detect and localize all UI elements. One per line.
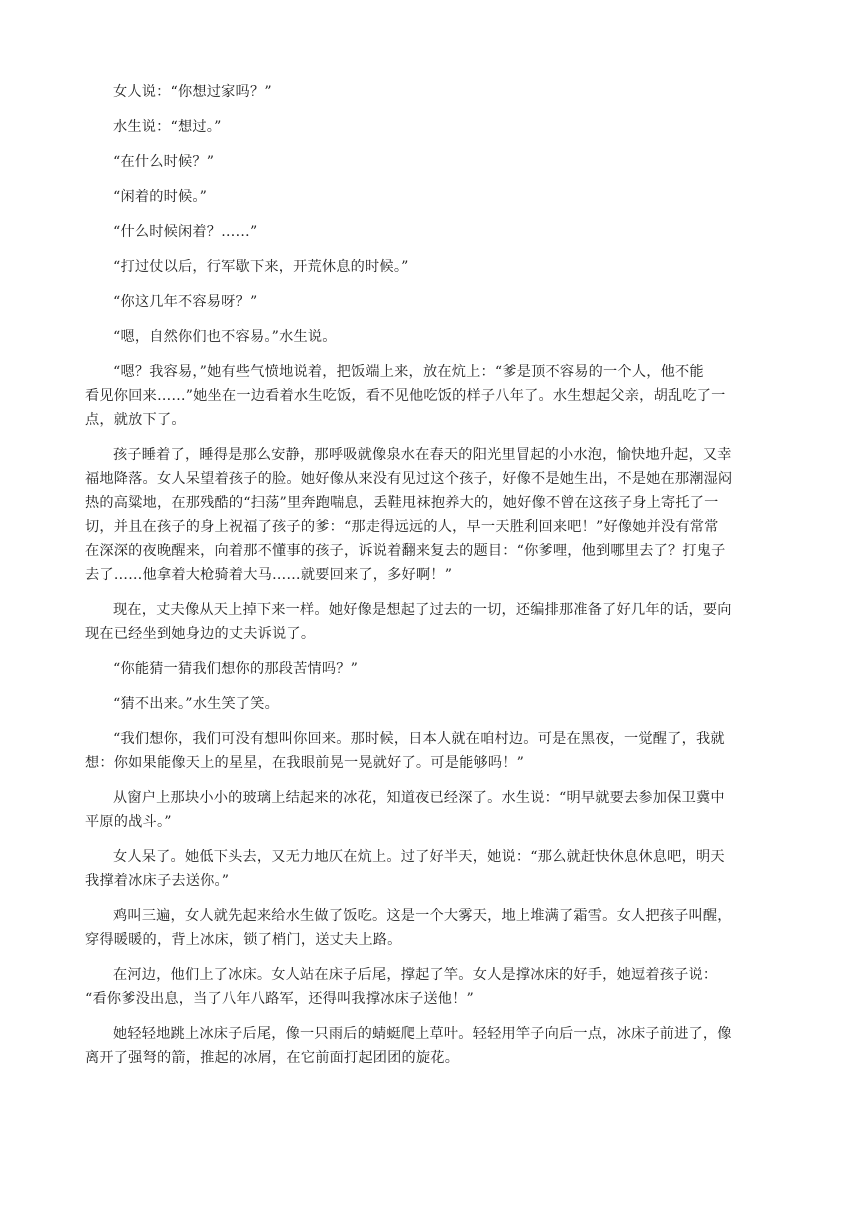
text-line: 点，就放下了。 (85, 412, 186, 428)
text-line: 鸡叫三遍，女人就先起来给水生做了饭吃。这是一个大雾天，地上堆满了霜雪。女人把孩子叫醒， (113, 908, 732, 924)
text-line: 想：你如果能像天上的星星，在我眼前晃一晃就好了。可是能够吗！” (85, 755, 525, 771)
paragraph (85, 963, 768, 1011)
text-line: 孩子睡着了，睡得是那么安静，那呼吸就像泉水在春天的阳光里冒起的小水泡，愉快地升起，又幸 (113, 447, 732, 463)
paragraph (113, 657, 768, 681)
text-line: “打过仗以后，行军歇下来，开荒休息的时候。” (113, 259, 409, 275)
text-line: 在深深的夜晚醒来，向着那不懂事的孩子，诉说着翻来复去的题目：“你爹哩，他到哪里去了？打鬼子 (85, 543, 726, 559)
text-line: “你这几年不容易呀？” (113, 294, 258, 310)
text-line: “嗯，自然你们也不容易。”水生说。 (113, 329, 337, 345)
text-line: “在什么时候？” (113, 154, 215, 170)
text-line: 现在，丈夫像从天上掉下来一样。她好像是想起了过去的一切，还编排那准备了好几年的话，要向 (113, 602, 732, 618)
text-line: 她轻轻地跳上冰床子后尾，像一只雨后的蜻蜓爬上草叶。轻轻用竿子向后一点，冰床子前进了，像 (113, 1026, 732, 1042)
paragraph (85, 1022, 768, 1070)
paragraph (113, 290, 768, 314)
paragraph (85, 360, 768, 432)
text-line: “闲着的时候。” (113, 189, 208, 205)
paragraph (113, 150, 768, 174)
text-line: “你能猜一猜我们想你的那段苦情吗？” (113, 661, 359, 677)
paragraph (113, 220, 768, 244)
text-line: 看见你回来……”她坐在一边看着水生吃饭，看不见他吃饭的样子八年了。水生想起父亲，胡乱吃了一 (85, 388, 726, 404)
paragraph (113, 80, 768, 104)
text-line: 现在已经坐到她身边的丈夫诉说了。 (85, 626, 316, 642)
text-line: “猜不出来。”水生笑了笑。 (113, 696, 280, 712)
text-line: “嗯？我容易，”她有些气愤地说着，把饭端上来，放在炕上：“爹是顶不容易的一个人，他不能 (113, 364, 704, 380)
text-line: “看你爹没出息，当了八年八路军，还得叫我撑冰床子送他！” (85, 991, 474, 1007)
text-line: 在河边，他们上了冰床。女人站在床子后尾，撑起了竿。女人是撑冰床的好手，她逗着孩子说： (113, 967, 718, 983)
paragraph (85, 727, 768, 775)
text-line: 平原的战斗。” (85, 814, 172, 830)
text-line: “我们想你，我们可没有想叫你回来。那时候，日本人就在咱村边。可是在黑夜，一觉醒了，我就 (113, 731, 725, 747)
text-line: “什么时候闲着？……” (113, 224, 258, 240)
text-line: 去了……他拿着大枪骑着大马……就要回来了，多好啊！” (85, 567, 453, 583)
text-line: 女人说：“你想过家吗？” (113, 84, 272, 100)
text-line: 我撑着冰床子去送你。” (85, 873, 230, 889)
text-line: 热的高粱地，在那残酷的“扫荡”里奔跑喘息，丢鞋甩袜抱养大的，她好像不曾在这孩子身上寄托了一 (85, 495, 719, 511)
paragraph (113, 115, 768, 139)
paragraph (113, 692, 768, 716)
paragraph (85, 845, 768, 893)
text-line: 离开了强弩的箭，推起的冰屑，在它前面打起团团的旋花。 (85, 1050, 460, 1066)
paragraph (85, 786, 768, 834)
paragraph (85, 904, 768, 952)
paragraph (113, 255, 768, 279)
text-line: 女人呆了。她低下头去，又无力地仄在炕上。过了好半天，她说：“那么就赶快休息休息吧，明天 (113, 849, 725, 865)
paragraph (85, 443, 768, 587)
paragraph (113, 325, 768, 349)
text-line: 福地降落。女人呆望着孩子的脸。她好像从来没有见过这个孩子，好像不是她生出，不是她在那潮湿闷 (85, 471, 733, 487)
text-line: 切，并且在孩子的身上祝福了孩子的爹：“那走得远远的人，早一天胜利回来吧！”好像她并没有常常 (85, 519, 719, 535)
text-line: 穿得暖暖的，背上冰床，锁了梢门，送丈夫上路。 (85, 932, 402, 948)
paragraph (113, 185, 768, 209)
paragraph (85, 598, 768, 646)
document-body (85, 80, 768, 1081)
text-line: 从窗户上那块小小的玻璃上结起来的冰花，知道夜已经深了。水生说：“明早就要去参加保卫冀中 (113, 790, 725, 806)
text-line: 水生说：“想过。” (113, 119, 222, 135)
